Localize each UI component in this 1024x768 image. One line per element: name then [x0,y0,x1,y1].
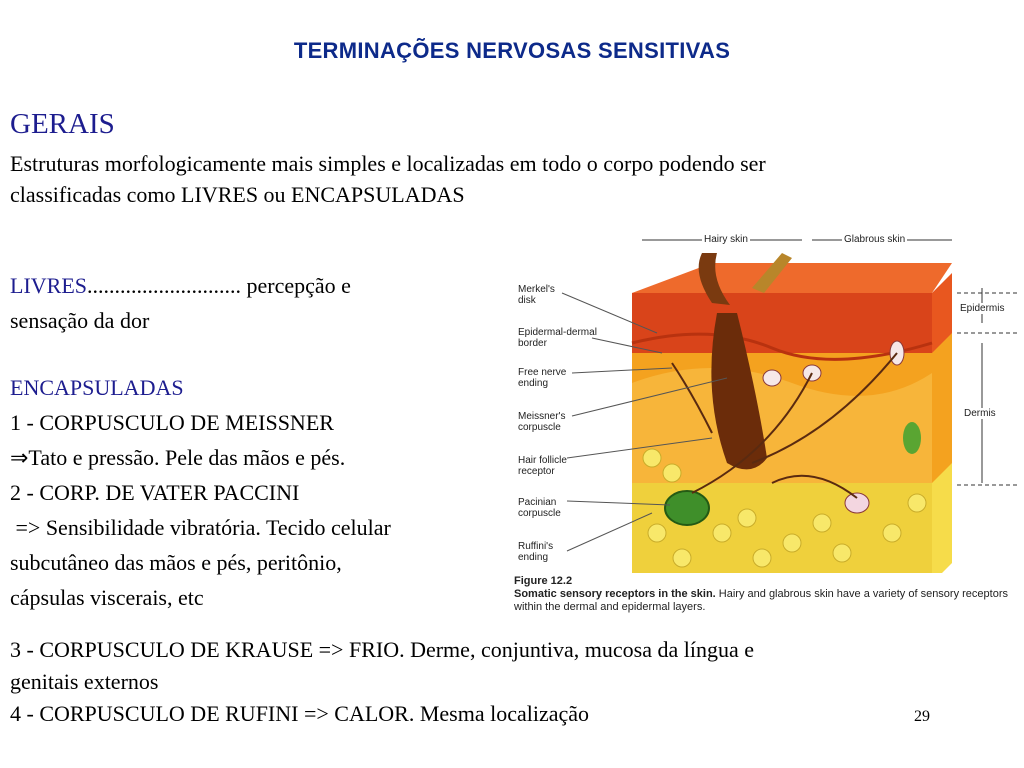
dermis-label: Dermis [964,408,996,419]
merkels-disk-label: Merkel's disk [518,284,555,306]
livres-line-2: sensação da dor [10,308,150,333]
figure-number: Figure 12.2 [514,575,573,587]
encapsuladas-line: ⇒Tato e pressão. Pele das mãos e pés. [10,445,346,470]
meissners-corpuscle-label: Meissner's corpuscle [518,411,566,433]
figure-caption-bold: Somatic sensory receptors in the skin. [514,588,716,600]
encapsuladas-heading: ENCAPSULADAS [10,375,184,400]
intro-line-2: classificadas como LIVRES ou ENCAPSULADAS [10,182,465,207]
ruffinis-ending-label: Ruffini's ending [518,541,554,563]
epidermal-dermal-border-label: Epidermal-dermal border [518,327,597,349]
encapsuladas-line: 2 - CORP. DE VATER PACCINI [10,480,300,505]
page-number: 29 [914,708,930,725]
livres-block [10,268,351,338]
skin-receptors-figure [512,233,1024,631]
glabrous-skin-label: Glabrous skin [844,234,906,245]
intro-line-1: Estruturas morfologicamente mais simples e localizadas em todo o corpo podendo ser [10,151,766,176]
hair-follicle-receptor-label: Hair follicle receptor [518,455,567,477]
encapsuladas-line: cápsulas viscerais, etc [10,585,204,610]
free-nerve-ending-label: Free nerve ending [518,367,567,389]
figure-caption-text: Hairy and glabrous skin have a variety of sensory receptors within the dermal and epidermal layers. [514,588,1009,613]
figure-caption [514,575,1022,614]
intro-paragraph [10,148,1010,210]
pacinian-corpuscle-label: Pacinian corpuscle [518,497,561,519]
livres-line-1 [10,268,351,303]
encapsuladas-line: => Sensibilidade vibratória. Tecido celular [10,515,391,540]
encapsuladas-block [10,370,391,615]
gerais-heading: GERAIS [10,108,115,140]
bottom-paragraph [10,634,1010,730]
encapsuladas-line: subcutâneo das mãos e pés, peritônio, [10,550,342,575]
epidermis-label: Epidermis [960,303,1005,314]
bottom-line-1: 3 - CORPUSCULO DE KRAUSE => FRIO. Derme, conjuntiva, mucosa da língua e [10,637,755,662]
slide-title: TERMINAÇÕES NERVOSAS SENSITIVAS [293,38,731,63]
bottom-line-2: genitais externos [10,669,159,694]
hairy-skin-label: Hairy skin [704,234,748,245]
livres-dots: ............................ percepção e [87,273,351,298]
encapsuladas-line: 1 - CORPUSCULO DE MEISSNER [10,410,334,435]
skin-cross-section-illustration [512,233,1024,573]
livres-label: LIVRES [10,273,87,298]
bottom-line-3: 4 - CORPUSCULO DE RUFINI => CALOR. Mesma localização [10,701,590,726]
